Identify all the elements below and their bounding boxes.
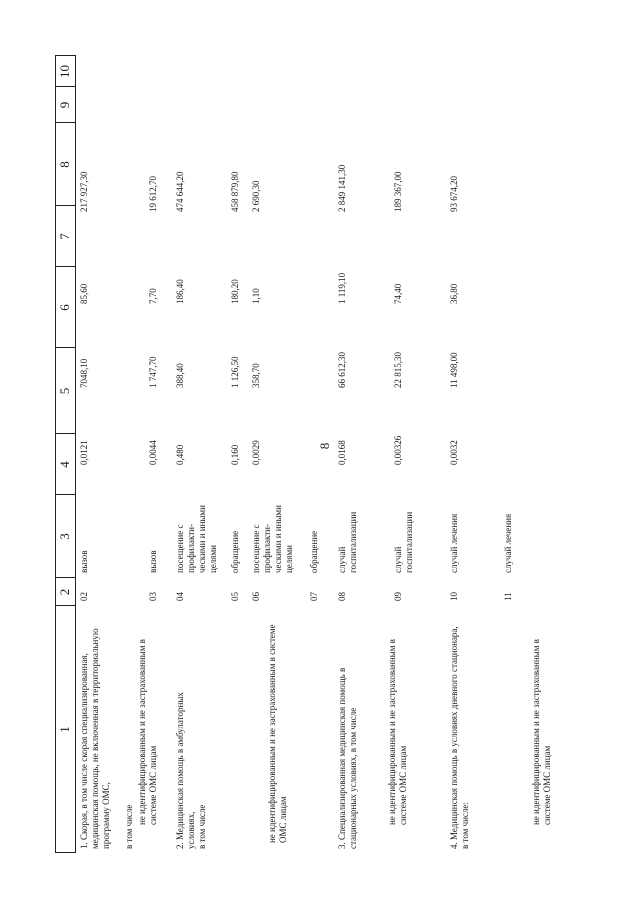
row-title: 3. Специализированная медицинская помощь в стационарных условиях, в том числе	[337, 667, 358, 849]
header-rule	[75, 55, 76, 853]
row-value-4: 0,0044	[148, 440, 158, 465]
row-unit: случай госпитализации	[393, 511, 414, 573]
row-code: 05	[230, 592, 240, 601]
row-value-4: 0,0168	[337, 440, 347, 465]
row-value-5: 11 498,00	[449, 352, 459, 388]
row-value-5: 358,70	[251, 363, 261, 388]
row-unit: посещение с профилакти-ческими и иными целями	[251, 505, 294, 573]
column-header: 7	[57, 233, 72, 240]
row-code: 08	[337, 592, 347, 601]
row-value-5: 388,40	[175, 363, 185, 388]
row-value-6: 74,40	[393, 283, 403, 304]
row-code: 10	[449, 592, 459, 601]
column-header: 6	[57, 304, 72, 311]
row-unit: обращение	[230, 530, 240, 573]
row-value-8: 19 612,70	[148, 176, 158, 212]
row-code: 09	[393, 592, 403, 601]
row-code: 11	[503, 592, 513, 601]
row-value-8: 217 927,30	[79, 171, 89, 212]
row-value-4: 0,00326	[393, 435, 403, 465]
row-value-8: 474 644,20	[175, 171, 185, 212]
row-title: 2. Медицинская помощь в амбулаторных условиях,	[175, 692, 196, 849]
row-code: 04	[175, 592, 185, 601]
row-value-4: 0,0029	[251, 440, 261, 465]
row-value-8: 2 849 141,30	[337, 164, 347, 212]
row-value-5: 66 612,30	[337, 352, 347, 388]
row-value-8: 189 367,00	[393, 171, 403, 212]
row-value-5: 22 815,30	[393, 352, 403, 388]
row-value-4: 0,0121	[79, 440, 89, 465]
row-code: 02	[79, 592, 89, 601]
column-header: 9	[57, 101, 72, 109]
row-unit: вызов	[148, 550, 158, 573]
row-subtitle: в том числе	[197, 804, 207, 849]
row-value-6: 1,10	[251, 288, 261, 304]
rotated-table	[55, 55, 577, 853]
row-title: не идентифицированным и не застрахованным в системе ОМС лицам	[531, 639, 552, 825]
row-value-5: 7048,10	[79, 358, 89, 388]
column-header: 3	[57, 533, 72, 540]
data-table	[55, 55, 577, 853]
column-header: 4	[57, 461, 72, 468]
row-value-8: 458 879,80	[230, 171, 240, 212]
row-value-4: 0,480	[175, 444, 185, 465]
row-title: не идентифицированным и не застрахованным в системе ОМС лицам	[137, 639, 158, 825]
row-code: 06	[251, 592, 261, 601]
row-value-5: 1 747,70	[148, 356, 158, 388]
row-value-6: 36,80	[449, 283, 459, 304]
row-title: 4. Медицинская помощь в условиях дневного стационара, в том числе:	[449, 626, 470, 849]
row-title: 1. Скорая, в том числе скорая специализированная, медицинская помощь, не включенная в территориальную программу ОМС,	[79, 628, 111, 849]
row-unit: обращение	[309, 530, 319, 573]
column-header: 8	[57, 161, 72, 168]
row-value-8: 93 674,20	[449, 176, 459, 212]
row-value-6: 1 119,10	[337, 272, 347, 304]
column-header: 1	[57, 726, 72, 733]
row-unit: случай госпитализации	[337, 511, 358, 573]
row-value-4: 0,0032	[449, 440, 459, 465]
row-unit: вызов	[79, 550, 89, 573]
page-number: 8	[317, 442, 332, 450]
row-value-6: 85,60	[79, 283, 89, 304]
row-value-6: 180,20	[230, 279, 240, 304]
row-value-5: 1 126,50	[230, 356, 240, 388]
row-code: 07	[309, 592, 319, 601]
row-value-6: 7,70	[148, 288, 158, 304]
column-header: 5	[57, 387, 72, 395]
column-header: 10	[57, 65, 72, 78]
row-code: 03	[148, 592, 158, 601]
row-subtitle: в том числе	[124, 804, 134, 849]
row-unit: случай лечения	[449, 513, 459, 573]
row-unit: посещение с профилакти-ческими и иными целями	[175, 505, 218, 573]
row-title: не идентифицированным и не застрахованным в системе ОМС лицам	[387, 639, 408, 825]
row-value-6: 186,40	[175, 279, 185, 304]
row-value-8: 2 690,30	[251, 180, 261, 212]
row-value-4: 0,160	[230, 444, 240, 465]
row-title: не идентифицированным и не застрахованным в системе ОМС лицам	[267, 624, 288, 843]
row-unit: случай лечения	[503, 513, 513, 573]
table-top-rule	[55, 55, 56, 853]
column-header: 2	[57, 588, 72, 596]
